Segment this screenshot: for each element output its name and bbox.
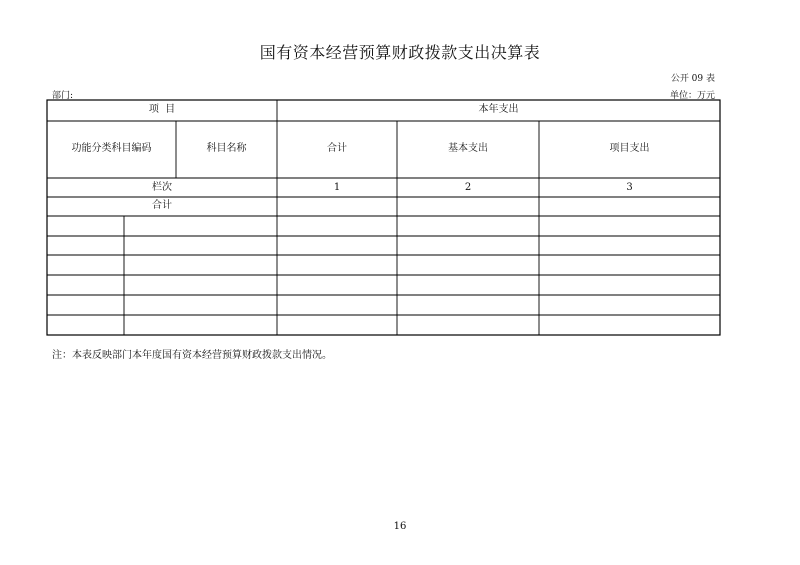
column-index-3: 3: [626, 182, 633, 193]
header-basic-expenditure: 基本支出: [448, 143, 488, 154]
table-note: 注：本表反映部门本年度国有资本经营预算财政拨款支出情况。: [52, 350, 332, 361]
column-index-2: 2: [464, 182, 472, 193]
header-item-group: 项 目: [148, 104, 176, 115]
header-function-code: 功能分类科目编码: [71, 143, 152, 154]
row-index-label: 栏次: [152, 182, 172, 193]
header-total: 合计: [327, 143, 347, 154]
form-number: 公开 09 表: [670, 74, 715, 84]
header-project-expenditure: 项目支出: [609, 143, 650, 154]
page-number: 16: [393, 521, 407, 532]
header-spend-group: 本年支出: [478, 104, 519, 115]
header-subject-name: 科目名称: [206, 143, 247, 154]
unit-label: 单位：万元: [669, 91, 715, 101]
document-title: 国有资本经营预算财政拨款支出决算表: [259, 43, 541, 62]
row-total-label: 合计: [152, 200, 172, 211]
column-index-1: 1: [333, 182, 341, 193]
department-label: 部门:: [52, 91, 74, 101]
